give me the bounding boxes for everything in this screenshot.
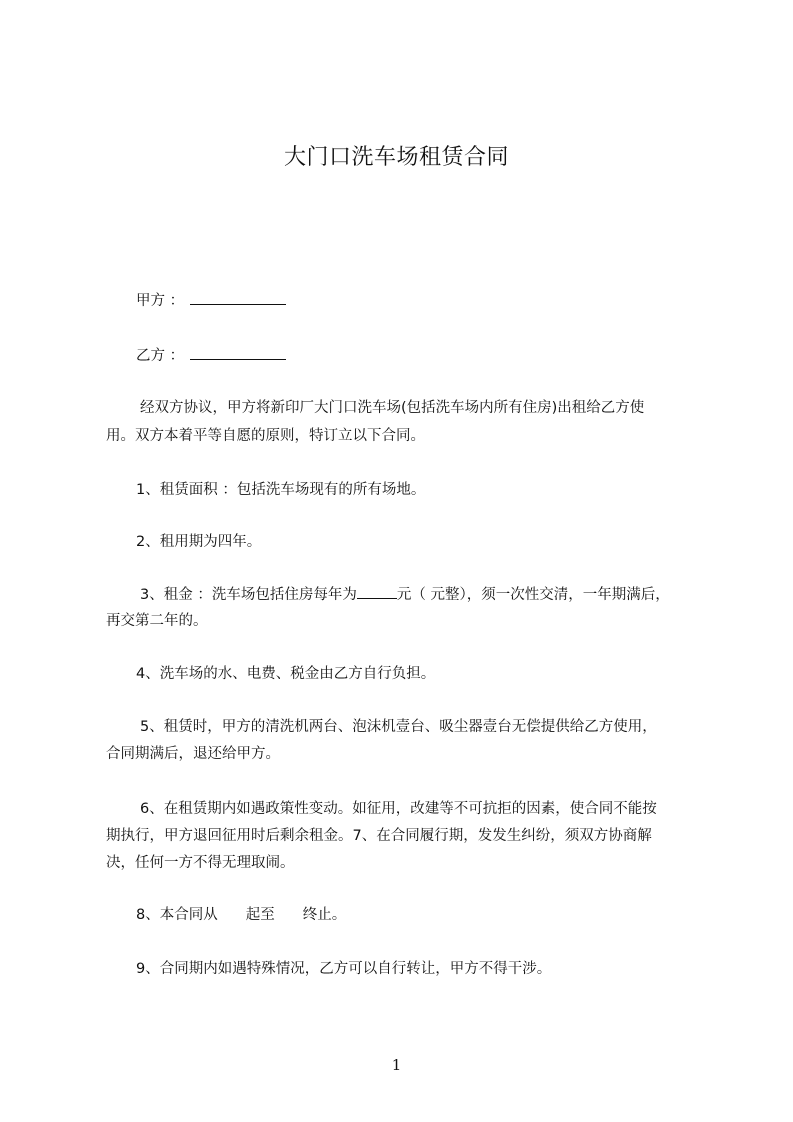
clause-5-line-2: 合同期满后，退还给甲方。 bbox=[106, 746, 280, 762]
intro-line-2: 用。双方本着平等自愿的原则，特订立以下合同。 bbox=[106, 428, 425, 444]
clause-6-line-2: 期执行，甲方退回征用时后剩余租金。7、在合同履行期，发发生纠纷，须双方协商解 bbox=[106, 828, 652, 844]
clause-8-part-3: 终止。 bbox=[302, 907, 347, 923]
clause-5-line-1: 5、租赁时，甲方的清洗机两台、泡沫机壹台、吸尘器壹台无偿提供给乙方使用， bbox=[140, 719, 657, 735]
clause-1: 1、租赁面积 ：包括洗车场现有的所有场地。 bbox=[136, 482, 426, 498]
party-a-blank bbox=[190, 290, 286, 305]
clause-4: 4、洗车场的水、电费、税金由乙方自行负担。 bbox=[136, 666, 436, 682]
clause-6-line-1: 6、在租赁期内如遇政策性变动。如征用，改建等不可抗拒的因素，使合同不能按 bbox=[140, 801, 657, 817]
clause-3-line-1 bbox=[140, 584, 670, 605]
clause-3-part-1: 3、租金 ：洗车场包括住房每年为 bbox=[140, 587, 357, 603]
rent-amount-blank bbox=[357, 584, 397, 599]
clause-3-line-2: 再交第二年的。 bbox=[106, 613, 208, 629]
clause-6-line-3: 决，任何一方不得无理取闹。 bbox=[106, 855, 295, 871]
clause-2: 2、租用期为四年。 bbox=[136, 534, 262, 550]
clause-9: 9、合同期内如遇特殊情况，乙方可以自行转让，甲方不得干涉。 bbox=[136, 961, 552, 977]
intro-line-1: 经双方协议，甲方将新印厂大门口洗车场(包括洗车场内所有住房)出租给乙方使 bbox=[140, 400, 645, 416]
clause-3-part-2: 元（ 元整），须一次性交清，一年期满后， bbox=[396, 587, 670, 603]
party-a-line bbox=[136, 290, 286, 311]
party-b-blank bbox=[190, 345, 286, 360]
party-b-label: 乙方 ： bbox=[136, 348, 185, 364]
party-a-label: 甲方 ： bbox=[136, 293, 185, 309]
document-title: 大门口洗车场租赁合同 bbox=[283, 145, 509, 170]
clause-8-part-2: 起至 bbox=[245, 907, 275, 923]
party-b-line bbox=[136, 345, 286, 366]
page-number: 1 bbox=[391, 1056, 402, 1074]
clause-8 bbox=[136, 905, 346, 925]
clause-8-part-1: 8、本合同从 bbox=[136, 907, 218, 923]
